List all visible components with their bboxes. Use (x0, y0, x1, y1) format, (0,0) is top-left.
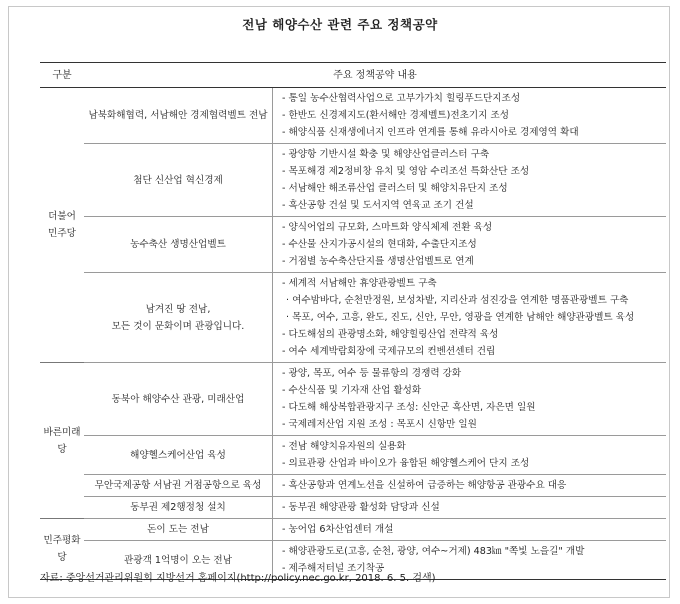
policy-item: - 목포해경 제2정비창 유치 및 영암 수리조선 특화산단 조성 (282, 166, 530, 177)
policy-item: - 흑산공항과 연계노선을 신설하여 급증하는 해양항공 관광수요 대응 (282, 480, 567, 491)
policy-item: - 여수 세계박람회장에 국제규모의 컨벤션센터 건립 (282, 346, 496, 357)
policy-item: - 수산물 산지가공시설의 현대화, 수출단지조성 (282, 239, 477, 250)
table-row (40, 436, 666, 475)
policy-item: - 의료관광 산업과 바이오가 융합된 해양헬스케어 단지 조성 (282, 458, 530, 469)
policy-subitem: · 여수밤바다, 순천만정원, 보성차밭, 지리산과 섬진강을 연계한 명품관광벨트 구축 (286, 295, 629, 306)
policy-item: - 흑산공항 건설 및 도서지역 연육교 조기 건설 (282, 200, 474, 211)
policy-item: - 수산식품 및 기자재 산업 활성화 (282, 385, 422, 396)
policy-items (273, 363, 667, 436)
policy-item: - 세계적 서남해안 휴양관광벨트 구축 (282, 278, 437, 289)
policy-item: - 거점별 농수축산단지를 생명산업벨트로 연계 (282, 256, 474, 267)
policy-item: - 해양식품 신재생에너지 인프라 연계를 통해 유라시아로 경제영역 확대 (282, 127, 579, 138)
header-content: 주요 정책공약 내용 (84, 63, 666, 88)
policy-name: 동북아 해양수산 관광, 미래산업 (84, 363, 273, 436)
policy-name: 농수축산 생명산업벨트 (84, 217, 273, 273)
policy-item: - 광양항 기반시설 확충 및 해양산업클러스터 구축 (282, 149, 490, 160)
policy-item: - 동부권 해양관광 활성화 담당과 신설 (282, 502, 440, 513)
table-row (40, 519, 666, 541)
policy-name: 남겨진 땅 전남, 모든 것이 문화이며 관광입니다. (84, 273, 273, 363)
policy-name: 첨단 신산업 혁신경제 (84, 144, 273, 217)
policy-item: - 서남해안 해조류산업 클러스터 및 해양치유단지 조성 (282, 183, 508, 194)
table-row (40, 217, 666, 273)
policy-item: - 국제레저산업 지원 조성 : 목포시 신항만 일원 (282, 419, 477, 430)
policy-name: 관광객 1억명이 오는 전남 (84, 541, 273, 580)
policy-name: 해양헬스케어산업 육성 (84, 436, 273, 475)
source-note: 자료: 중앙선거관리위원회 지방선거 홈페이지(http://policy.nec.go.kr, 2018. 6. 5. 검색) (40, 573, 436, 584)
policy-item: - 제주해저터널 조기착공 (282, 563, 385, 574)
policy-item: - 해양관광도로(고흥, 순천, 광양, 여수~거제) 483㎞ "쪽빛 노을길" 개발 (282, 546, 585, 557)
policy-name: 남북화해협력, 서남해안 경제협력벨트 전남 (84, 88, 273, 144)
table-header-row (40, 63, 666, 88)
document-title: 전남 해양수산 관련 주요 정책공약 (242, 17, 438, 32)
policy-table (40, 62, 666, 580)
policy-name: 동부권 제2행정청 설치 (84, 497, 273, 519)
policy-items (273, 519, 667, 541)
policy-items (273, 88, 667, 144)
party-cell: 민주평화당 (40, 519, 84, 580)
policy-item: - 한반도 신경제지도(환서해안 경제벨트)전초기지 조성 (282, 110, 510, 121)
table-row (40, 273, 666, 363)
policy-name: 돈이 도는 전남 (84, 519, 273, 541)
policy-items (273, 497, 667, 519)
party-cell: 바른미래당 (40, 363, 84, 519)
policy-items (273, 273, 667, 363)
header-party: 구분 (40, 63, 84, 88)
policy-items (273, 217, 667, 273)
policy-item: - 전남 해양치유자원의 실용화 (282, 441, 406, 452)
table-row (40, 363, 666, 436)
policy-item: - 농어업 6차산업센터 개설 (282, 524, 394, 535)
table-row (40, 475, 666, 497)
policy-item: - 양식어업의 규모화, 스마트화 양식체제 전환 육성 (282, 222, 493, 233)
party-cell: 더불어 민주당 (40, 88, 84, 363)
table-row (40, 88, 666, 144)
table-row (40, 144, 666, 217)
policy-item: - 광양, 목포, 여수 등 물류항의 경쟁력 강화 (282, 368, 462, 379)
policy-subitem: · 목포, 여수, 고흥, 완도, 진도, 신안, 무안, 영광을 연계한 남해안 해양관광벨트 육성 (286, 312, 635, 323)
policy-name: 무안국제공항 서남권 거점공항으로 육성 (84, 475, 273, 497)
policy-item: - 다도해 해상복합관광지구 조성: 신안군 흑산면, 자은면 일원 (282, 402, 536, 413)
table-row (40, 497, 666, 519)
policy-items (273, 436, 667, 475)
policy-item: - 통일 농수산협력사업으로 고부가가치 힐링푸드단지조성 (282, 93, 521, 104)
policy-items (273, 475, 667, 497)
policy-items (273, 144, 667, 217)
policy-item: - 다도해섬의 관광명소화, 해양힐링산업 전략적 육성 (282, 329, 499, 340)
